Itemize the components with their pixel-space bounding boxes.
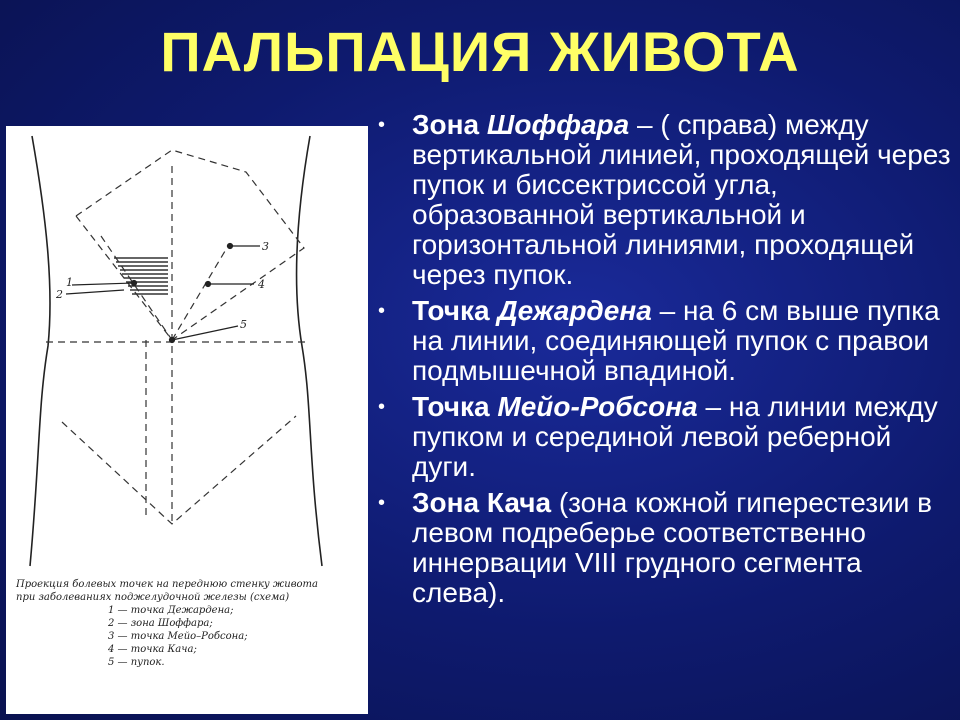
lower-rhombus — [62, 416, 296, 524]
bullet-desjardins-point — [376, 296, 956, 386]
right-body-outline — [296, 136, 322, 566]
abdomen-diagram — [6, 126, 368, 714]
left-body-outline — [30, 136, 50, 566]
upper-rhombus — [76, 150, 304, 340]
bullet-name: Шоффара — [486, 109, 630, 140]
slide-title: ПАЛЬПАЦИЯ ЖИВОТА — [160, 20, 800, 83]
legend-item: 2 — зона Шоффара; — [108, 618, 213, 629]
bullet-kach-zone — [376, 488, 956, 608]
bullet-icon: • — [378, 114, 386, 136]
bullet-lead: Точка — [412, 295, 498, 326]
pointer-1 — [72, 283, 134, 285]
bullet-text: – на 6 см выше пупка на линии, соединяющей пупок с правои подмышечной впадиной. — [412, 295, 940, 386]
caption-line: при заболеваниях поджелудочной железы (схема) — [16, 592, 290, 603]
bullet-mayo-robson-point — [376, 392, 956, 482]
bullet-chauffard-zone — [376, 110, 956, 290]
label-2: 2 — [56, 288, 63, 301]
right-axillary-line — [101, 236, 172, 340]
label-4: 4 — [258, 278, 265, 291]
bullet-icon: • — [378, 300, 386, 322]
legend-item: 5 — пупок. — [108, 657, 165, 668]
pointer-2 — [66, 290, 124, 294]
caption-line: Проекция болевых точек на переднюю стенку живота — [16, 579, 318, 590]
figure-caption — [16, 578, 361, 669]
bullet-lead: Точка — [412, 391, 498, 422]
bullet-icon: • — [378, 396, 386, 418]
bullet-list — [376, 110, 956, 614]
bullet-name: Мейо-Робсона — [497, 391, 698, 422]
legend-item: 1 — точка Дежардена; — [108, 605, 234, 616]
bullet-text: (зона кожной гиперестезии в левом подреберье соответственно иннервации VIII грудного сегмента слева). — [412, 487, 933, 608]
left-costal-line — [172, 246, 228, 340]
bullet-icon: • — [378, 492, 386, 514]
bullet-name: Дежардена — [497, 295, 652, 326]
legend-item: 4 — точка Кача; — [108, 644, 197, 655]
bullet-text: – ( справа) между вертикальной линией, проходящей через пупок и биссектриссой угла, образованной вертикальной и горизонтальной линиями, проходящей через пупок. — [412, 109, 951, 290]
legend-item: 3 — точка Мейо–Робсона; — [108, 631, 248, 642]
bullet-lead: Зона Кача — [412, 487, 552, 518]
label-3: 3 — [262, 240, 269, 253]
bullet-lead: Зона — [412, 109, 487, 140]
bullet-text: – на линии между пупком и серединой левой реберной дуги. — [412, 391, 938, 482]
label-5: 5 — [240, 318, 247, 331]
label-1: 1 — [66, 276, 73, 289]
